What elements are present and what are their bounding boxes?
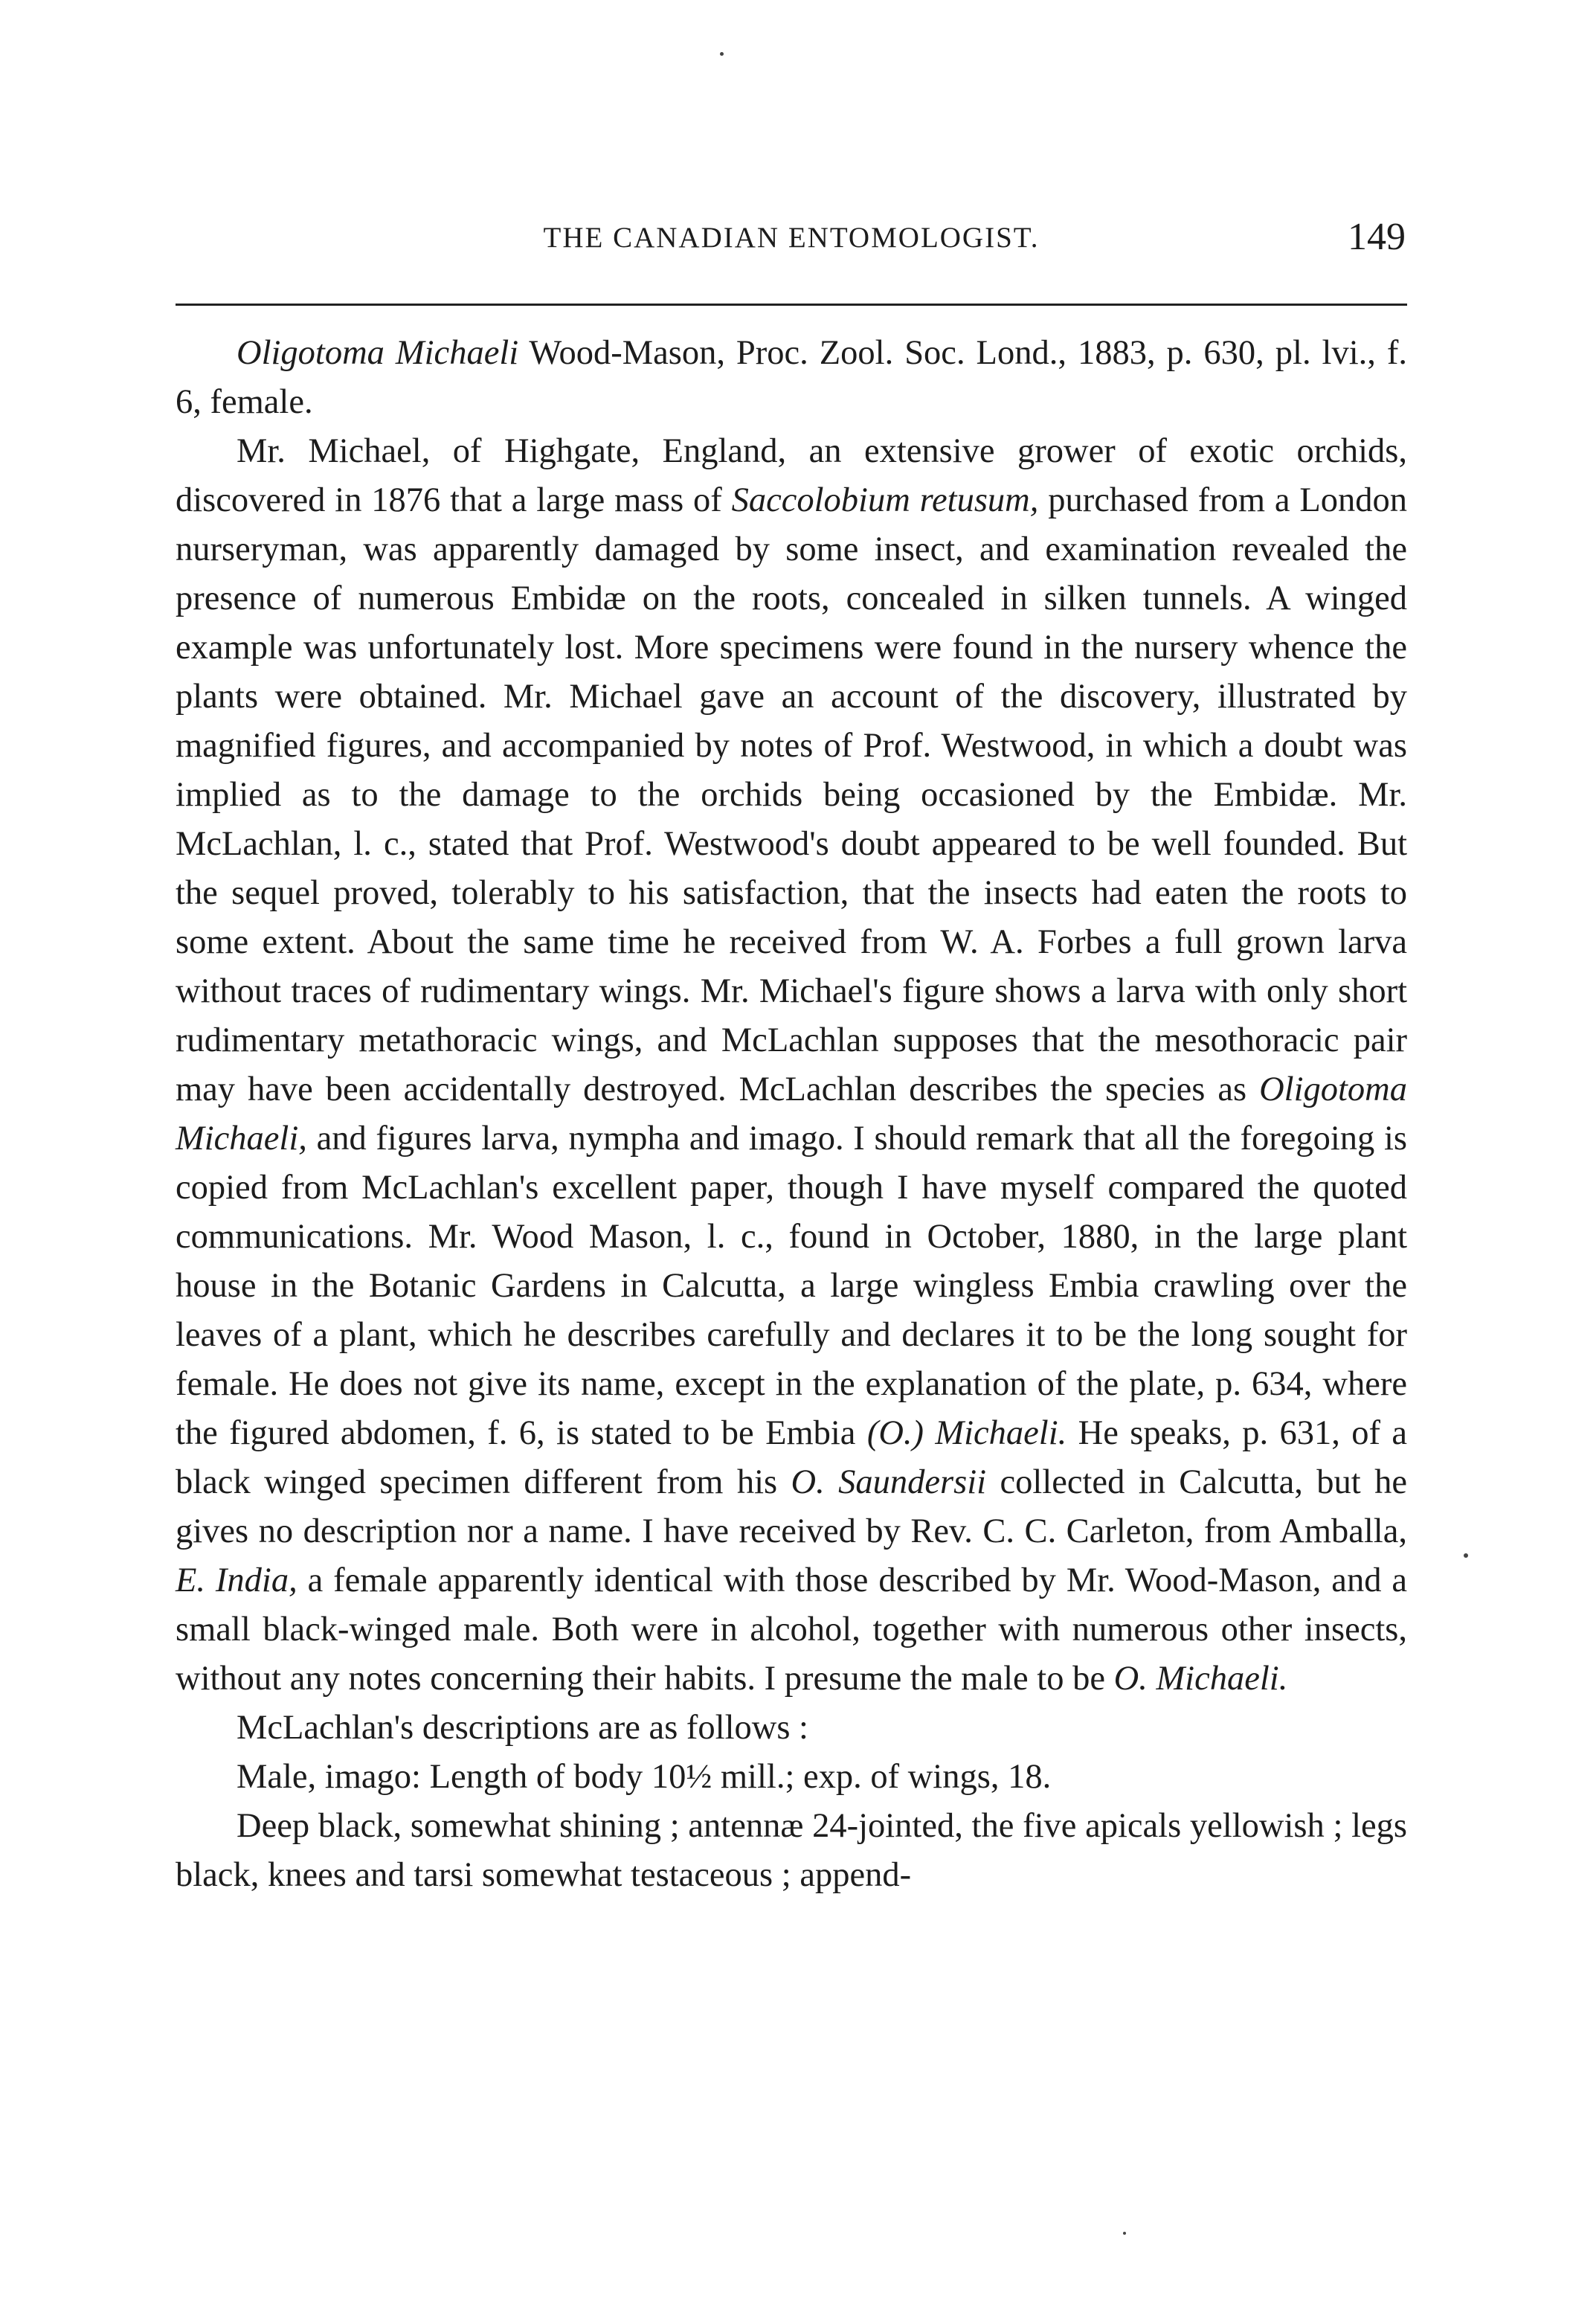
scan-speck [1123, 2232, 1126, 2235]
italic-term: O. Michaeli. [1113, 1660, 1288, 1698]
paragraph-text: and figures larva, nympha and imago. I should remark that all the foregoing is copied from McLachlan's excellent paper, though I have myself compared the quoted communications. Mr. Wood Mason, l. c., found in October, 1880, in the large plant house in the Botanic Gardens in Calcutta, a large wingless Embia crawling over the leaves of a plant, which he describes carefully and declares it to be the long sought for female. He does not give its name, except in the explanation of the plate, p. 634, where the figured abdomen, f. 6, is stated to be Embia [176, 1120, 1407, 1452]
main-paragraph [176, 427, 1407, 1704]
male-imago-measurements: Male, imago: Length of body 10½ mill.; exp. of wings, 18. [237, 1758, 1052, 1796]
italic-term: Oligotoma Michaeli, [176, 1070, 1407, 1158]
running-title: THE CANADIAN ENTOMOLOGIST. [543, 222, 1040, 254]
paragraph-text: Mr. Michael, of Highgate, England, an extensive grower of exotic orchids, discovered in 1876 that a large mass of [176, 432, 1407, 519]
male-description: Deep black, somewhat shining ; antennæ 24-jointed, the five apicals yellowish ; legs black, knees and tarsi somewhat testaceous ; append- [176, 1807, 1407, 1894]
paragraph-text: collected in Calcutta, but he gives no description nor a name. I have received by Rev. C. C. Carleton, from Amballa, [176, 1463, 1408, 1550]
descriptions-intro: McLachlan's descriptions are as follows : [237, 1709, 808, 1747]
scan-speck [720, 52, 724, 56]
reference-citation [176, 329, 1407, 427]
page-header [176, 216, 1407, 275]
paragraph-text: purchased from a London nurseryman, was apparently damaged by some insect, and examination revealed the presence of numerous Embidæ on the roots, concealed in silken tunnels. A winged example was unfortunately lost. More specimens were found in the nursery whence the plants were obtained. Mr. Michael gave an account of the discovery, illustrated by magnified figures, and accompanied by notes of Prof. Westwood, in which a doubt was implied as to the damage to the orchids being occasioned by the Embidæ. Mr. McLachlan, l. c., stated that Prof. Westwood's doubt appeared to be well founded. But the sequel proved, tolerably to his satisfaction, that the insects had eaten the roots to some extent. About the same time he received from W. A. Forbes a full grown larva without traces of rudimentary wings. Mr. Michael's figure shows a larva with only short rudimentary metathoracic wings, and McLachlan supposes that the mesothoracic pair may have been accidentally destroyed. McLachlan describes the species as [176, 481, 1407, 1108]
citation-text: Wood-Mason, Proc. Zool. Soc. Lond., 1883, p. 630, pl. lvi., f. 6, female. [176, 334, 1407, 421]
body-text [176, 329, 1407, 1900]
paragraph-text: a female apparently identical with those described by Mr. Wood-Mason, and a small black-winged male. Both were in alcohol, together with numerous other insects, without any notes concerning their habits. I presume the male to be [176, 1561, 1407, 1698]
italic-term: Saccolobium retusum, [731, 481, 1039, 519]
header-rule [176, 304, 1407, 306]
italic-term: O. Saundersii [791, 1463, 987, 1501]
scan-speck [1464, 1553, 1468, 1558]
italic-term: E. India, [176, 1561, 297, 1599]
species-name: Oligotoma Michaeli [237, 334, 519, 372]
italic-term: (O.) Michaeli. [866, 1414, 1067, 1452]
page-number: 149 [1348, 216, 1406, 258]
paragraph-text: He speaks, p. 631, of a black winged specimen different from his [176, 1414, 1407, 1501]
